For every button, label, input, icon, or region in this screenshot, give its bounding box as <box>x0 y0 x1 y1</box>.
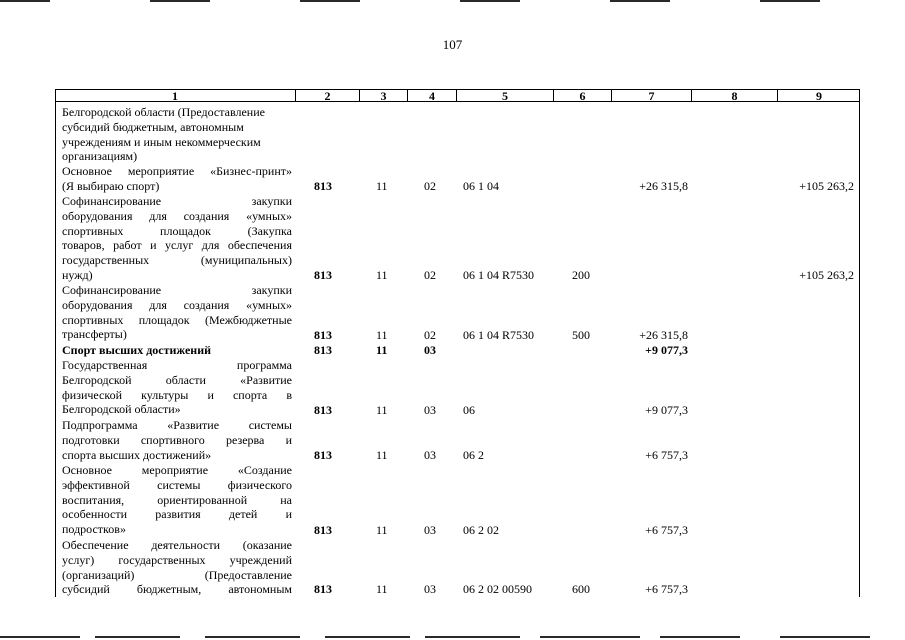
desc-line: Софинансирование закупки <box>62 283 292 297</box>
bottom-edge-segment <box>325 636 410 638</box>
desc-line: Софинансирование закупки <box>62 194 292 208</box>
cell-section: 11 <box>376 328 388 343</box>
cell-amount: +9 077,3 <box>645 343 688 358</box>
top-edge-segment <box>300 0 360 2</box>
row-description <box>62 418 292 462</box>
desc-line: Белгородской области» <box>62 402 181 417</box>
table-row <box>55 164 860 194</box>
cell-amount-2: +105 263,2 <box>799 179 854 194</box>
desc-line: спорта высших достижений» <box>62 447 212 462</box>
desc-line: товаров, работ и услуг для обеспечения <box>62 238 292 253</box>
row-description <box>62 343 292 358</box>
cell-subsection: 02 <box>424 268 436 283</box>
cell-ministry: 813 <box>314 403 332 418</box>
desc-line: (организаций) (Предоставление <box>62 567 292 582</box>
top-edge-segment <box>0 0 50 2</box>
desc-line: воспитания, ориентированной на <box>62 492 292 507</box>
cell-subsection: 03 <box>424 523 436 538</box>
top-edge-segment <box>760 0 820 2</box>
header-cell: 1 <box>55 90 296 102</box>
desc-line: субсидий бюджетным, автономным <box>62 582 292 597</box>
table-row <box>55 105 860 164</box>
cell-section: 11 <box>376 268 388 283</box>
header-cell: 5 <box>457 90 554 102</box>
desc-line: оборудования для создания «умных» <box>62 208 292 223</box>
cell-ministry: 813 <box>314 268 332 283</box>
desc-line: субсидий бюджетным, автономным <box>62 119 244 134</box>
desc-line: нужд) <box>62 267 93 282</box>
desc-line: трансферты) <box>62 327 127 342</box>
cell-ministry: 813 <box>314 328 332 343</box>
header-cell: 9 <box>816 89 822 103</box>
desc-line: Обеспечение деятельности (оказание <box>62 538 292 552</box>
cell-subsection: 02 <box>424 328 436 343</box>
bottom-edge-segment <box>95 636 180 638</box>
cell-amount-2: +105 263,2 <box>799 268 854 283</box>
bottom-edge-segment <box>780 636 870 638</box>
cell-ministry: 813 <box>314 448 332 463</box>
header-cell: 3 <box>360 90 408 102</box>
header-cell: 7 <box>612 90 692 102</box>
cell-target-article: 06 2 <box>463 448 484 463</box>
cell-target-article: 06 2 02 <box>463 523 499 538</box>
row-description <box>62 463 292 537</box>
cell-expense-type: 200 <box>572 268 590 283</box>
cell-target-article: 06 1 04 R7530 <box>463 268 535 283</box>
desc-line: подростков» <box>62 522 126 537</box>
desc-line: Спорт высших достижений <box>62 343 212 357</box>
bottom-edge-segment <box>660 636 740 638</box>
desc-line: спортивных площадок (Межбюджетные <box>62 312 292 327</box>
cell-section: 11 <box>376 523 388 538</box>
cell-ministry: 813 <box>314 179 332 194</box>
header-cell: 4 <box>408 90 457 102</box>
cell-ministry: 813 <box>314 582 332 597</box>
desc-line: (Я выбираю спорт) <box>62 178 160 193</box>
desc-line: Белгородской области (Предоставление <box>62 105 265 119</box>
table-row <box>55 418 860 463</box>
desc-line: учреждениям и иным некоммерческим <box>62 134 261 149</box>
table-row <box>55 283 860 343</box>
cell-section: 11 <box>376 403 388 418</box>
cell-subsection: 03 <box>424 582 436 597</box>
cell-section: 11 <box>376 179 388 194</box>
desc-line: подготовки спортивного резерва и <box>62 432 292 447</box>
desc-line: эффективной системы физического <box>62 477 292 492</box>
bottom-edge-segment <box>425 636 520 638</box>
table-row <box>55 538 860 597</box>
table-row <box>55 194 860 283</box>
cell-amount: +6 757,3 <box>645 582 688 597</box>
header-cell: 6 <box>554 90 612 102</box>
desc-line: Белгородской области «Развитие <box>62 372 292 387</box>
cell-target-article: 06 2 02 00590 <box>463 582 532 597</box>
row-description <box>62 164 292 194</box>
cell-amount: +6 757,3 <box>645 523 688 538</box>
cell-amount: +26 315,8 <box>639 328 688 343</box>
table-row <box>55 358 860 418</box>
cell-target-article: 06 1 04 R7530 <box>463 328 535 343</box>
desc-line: организациям) <box>62 149 138 164</box>
row-description <box>62 194 292 283</box>
top-edge-segment <box>610 0 670 2</box>
table-row <box>55 463 860 538</box>
bottom-edge-segment <box>205 636 300 638</box>
page-number: 107 <box>442 37 463 52</box>
bottom-edge-segment <box>0 636 80 638</box>
table-header-row <box>55 89 860 102</box>
top-edge-segment <box>150 0 210 2</box>
desc-line: Подпрограмма «Развитие системы <box>62 418 292 432</box>
header-cell: 2 <box>296 90 360 102</box>
cell-subsection: 03 <box>424 448 436 463</box>
desc-line: Основное мероприятие «Создание <box>62 463 292 477</box>
cell-section: 11 <box>376 448 388 463</box>
header-cell: 8 <box>692 90 778 102</box>
row-description <box>62 283 292 342</box>
row-description <box>62 538 292 597</box>
cell-amount: +6 757,3 <box>645 448 688 463</box>
cell-amount: +26 315,8 <box>639 179 688 194</box>
cell-subsection: 03 <box>424 403 436 418</box>
cell-target-article: 06 1 04 <box>463 179 499 194</box>
cell-expense-type: 600 <box>572 582 590 597</box>
cell-expense-type: 500 <box>572 328 590 343</box>
cell-ministry: 813 <box>314 343 332 358</box>
table-row <box>55 343 860 358</box>
top-edge-segment <box>460 0 520 2</box>
desc-line: услуг) государственных учреждений <box>62 552 292 567</box>
desc-line: особенности развития детей и <box>62 507 292 522</box>
bottom-edge-segment <box>540 636 640 638</box>
cell-target-article: 06 <box>463 403 475 418</box>
desc-line: физической культуры и спорта в <box>62 387 292 402</box>
cell-section: 11 <box>376 343 388 358</box>
cell-subsection: 03 <box>424 343 436 358</box>
row-description <box>62 105 292 164</box>
cell-subsection: 02 <box>424 179 436 194</box>
desc-line: оборудования для создания «умных» <box>62 297 292 312</box>
cell-ministry: 813 <box>314 523 332 538</box>
desc-line: Государственная программа <box>62 358 292 372</box>
desc-line: Основное мероприятие «Бизнес-принт» <box>62 164 292 178</box>
desc-line: государственных (муниципальных) <box>62 253 292 268</box>
cell-section: 11 <box>376 582 388 597</box>
desc-line: спортивных площадок (Закупка <box>62 223 292 238</box>
cell-amount: +9 077,3 <box>645 403 688 418</box>
row-description <box>62 358 292 417</box>
